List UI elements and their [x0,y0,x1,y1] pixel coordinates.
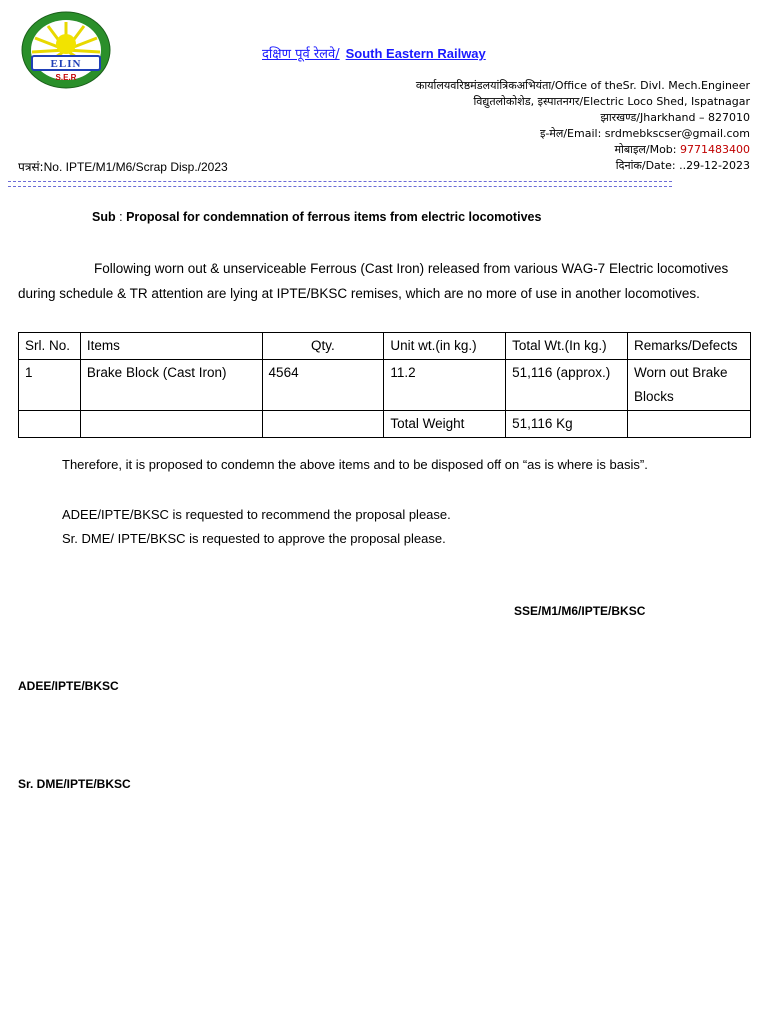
cell-item: Brake Block (Cast Iron) [80,360,262,411]
address-line-date [416,158,750,174]
cell-empty-remarks [627,411,750,438]
elin-ser-logo [18,10,114,90]
header-qty: Qty. [262,333,384,360]
logo-subtext: S.E.R [55,73,77,82]
letter-reference [18,158,228,175]
subject-separator: : [119,210,123,224]
cell-empty-srl [19,411,81,438]
table-total-row [19,411,751,438]
condemn-paragraph: Therefore, it is proposed to condemn the above items and to be disposed off on “as is where is basis”. [62,457,648,472]
railway-title-hindi: दक्षिण पूर्व रेलवे/ [262,47,340,62]
address-line-shed: विद्युतलोकोशेड, इस्पातनगर/Electric Loco Shed, Ispatnagar [473,95,750,108]
date-value: ..29-12-2023 [679,159,750,172]
header-separator [8,181,672,187]
reference-number: No. IPTE/M1/M6/Scrap Disp./2023 [43,160,228,174]
cell-qty: 4564 [262,360,384,411]
recommend-paragraph: ADEE/IPTE/BKSC is requested to recommend the proposal please. [62,507,451,522]
subject-line [92,210,541,224]
table-row [19,360,751,411]
address-line-email: इ-मेल/Email: srdmebkscser@gmail.com [539,127,750,140]
office-address [416,78,750,174]
cell-empty-item [80,411,262,438]
date-label: दिनांक/Date: [615,159,676,172]
header-remarks: Remarks/Defects [627,333,750,360]
railway-title-english: South Eastern Railway [345,46,486,61]
approve-paragraph: Sr. DME/ IPTE/BKSC is requested to approve the proposal please. [62,531,446,546]
header-srl-no: Srl. No. [19,333,81,360]
railway-title [262,44,486,62]
signature-adee: ADEE/IPTE/BKSC [18,679,119,693]
header-items: Items [80,333,262,360]
address-line-mobile [416,142,750,158]
header-total-wt: Total Wt.(In kg.) [506,333,628,360]
cell-remarks: Worn out Brake Blocks [627,360,750,411]
address-line-office: कार्यालयवरिष्ठमंडलयांत्रिकअभियंता/Office of theSr. Divl. Mech.Engineer [415,79,750,92]
header-unit-wt: Unit wt.(in kg.) [384,333,506,360]
mobile-label: मोबाइल/Mob: [614,143,677,156]
table-header-row [19,333,751,360]
signature-sse: SSE/M1/M6/IPTE/BKSC [514,604,646,618]
cell-srl: 1 [19,360,81,411]
reference-label: पत्रसं: [18,160,44,174]
intro-paragraph: Following worn out & unserviceable Ferrous (Cast Iron) released from various WAG-7 Electric locomotives during schedule & TR attention are lying at IPTE/BKSC remises, which are no more of use in another locomotives. [18,261,729,301]
cell-unit-wt: 11.2 [384,360,506,411]
items-table [18,332,751,438]
logo-sun [56,34,76,54]
mobile-number: 9771483400 [680,143,750,156]
subject-text: Proposal for condemnation of ferrous items from electric locomotives [126,210,542,224]
signature-srdme: Sr. DME/IPTE/BKSC [18,777,131,791]
address-line-state: झारखण्ड/Jharkhand – 827010 [600,111,750,124]
logo-text: ELIN [50,58,82,70]
cell-total-wt: 51,116 (approx.) [506,360,628,411]
subject-label: Sub [92,210,116,224]
cell-empty-qty [262,411,384,438]
cell-total-value: 51,116 Kg [506,411,628,438]
cell-total-label: Total Weight [384,411,506,438]
